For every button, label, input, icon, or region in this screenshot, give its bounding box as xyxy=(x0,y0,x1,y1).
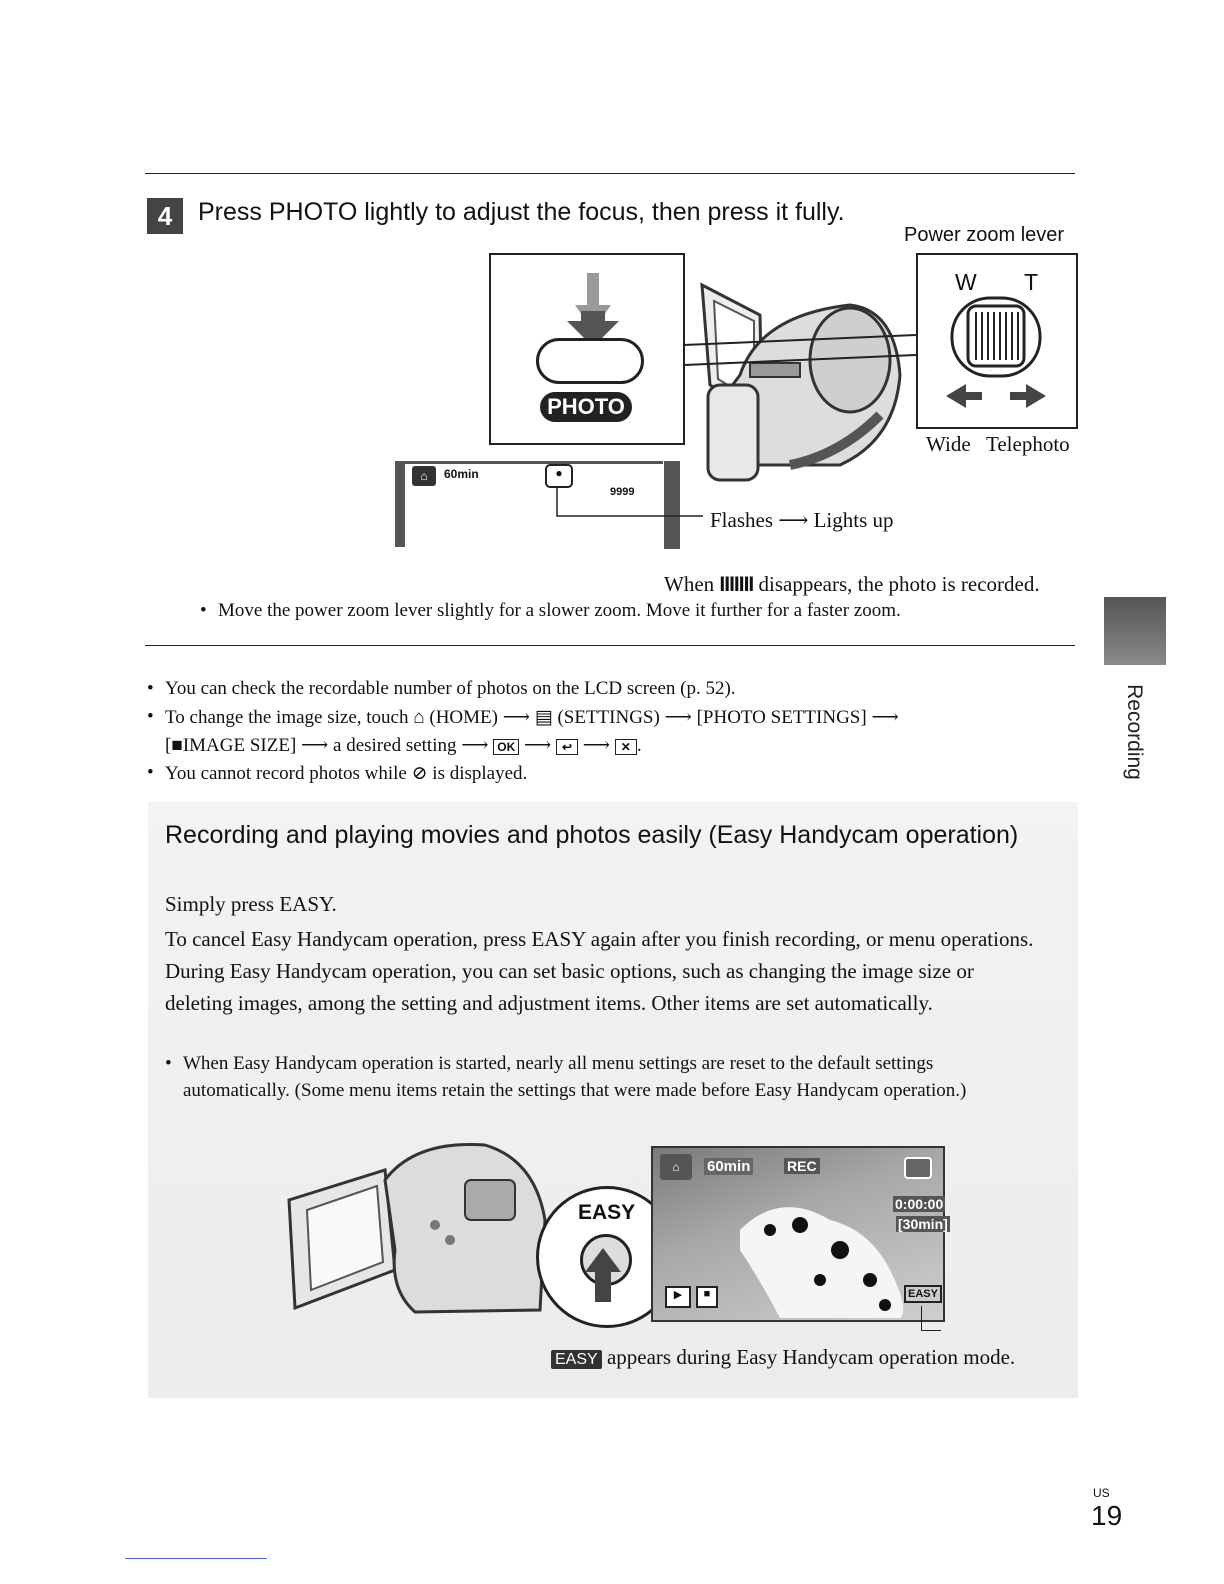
dalmatian-image xyxy=(720,1190,920,1318)
lcd-photo-icon[interactable]: ■ xyxy=(696,1286,718,1308)
arrow-icon: ⟶ xyxy=(664,707,692,728)
region-label: US xyxy=(1093,1486,1110,1500)
lcd-remaining: [30min] xyxy=(898,1216,948,1232)
lcd-time: 0:00:00 xyxy=(895,1196,944,1212)
wide-label: Wide xyxy=(926,432,971,456)
note-check-photos: • You can check the recordable number of photos on the LCD screen (p. 52). xyxy=(165,678,736,700)
focus-lock-icon: ● xyxy=(545,464,573,488)
page-number: 19 xyxy=(1091,1500,1123,1531)
home-icon: ⌂ xyxy=(412,466,436,486)
screen-count: 9999 xyxy=(610,486,635,498)
note2-text-a: To change the image size, touch xyxy=(165,707,409,728)
arrow-icon: ⟶ xyxy=(523,735,552,756)
lights-up-label: Lights up xyxy=(813,508,894,532)
disappears-text: disappears, the photo is recorded. xyxy=(758,572,1040,596)
note2-photo-settings: [PHOTO SETTINGS] xyxy=(696,707,867,728)
photo-badge: PHOTO xyxy=(540,392,632,422)
note3-text-b: is displayed. xyxy=(432,763,528,784)
return-icon: ↩ xyxy=(556,739,578,755)
image-size-icon: ■ xyxy=(171,735,183,756)
step-number: 4 xyxy=(147,198,183,234)
screen-frame-top xyxy=(395,461,663,464)
note2-home: (HOME) xyxy=(429,707,498,728)
zoom-lever-label: Power zoom lever xyxy=(904,224,1065,246)
lcd-home-icon[interactable]: ⌂ xyxy=(660,1154,692,1180)
zoom-lever-icon xyxy=(946,296,1046,416)
note2-settings: (SETTINGS) xyxy=(557,707,660,728)
no-photo-icon: ⊘ xyxy=(411,763,428,784)
telephoto-label: Telephoto xyxy=(986,432,1070,456)
flashes-label: Flashes xyxy=(710,508,773,532)
step-title: Press PHOTO lightly to adjust the focus, then press it fully. xyxy=(198,198,845,226)
camcorder-illustration xyxy=(680,265,920,495)
note2-image-size: IMAGE SIZE] xyxy=(182,735,297,756)
recorded-note xyxy=(664,572,1040,597)
lcd-battery: 60min xyxy=(704,1158,753,1175)
lcd-playback-icon[interactable]: ▶ xyxy=(665,1286,691,1308)
screen-frame-left xyxy=(395,461,405,547)
arrow-icon: ⟶ xyxy=(502,707,530,728)
arrow-icon: ⟶ xyxy=(301,735,329,756)
middle-rule xyxy=(145,645,1075,646)
arrow-icon: ⟶ xyxy=(582,735,611,756)
note3-text-a: You cannot record photos while xyxy=(165,763,407,784)
when-text: When xyxy=(664,572,715,596)
photo-button-shape xyxy=(536,338,644,384)
easy-p2: To cancel Easy Handycam operation, press EASY again after you finish recording, or menu operations. During Easy Handycam operation, you can set basic options, such as changing the image size or deleting images, among the setting and adjustment items. Other items are set automatically. xyxy=(165,927,1034,1015)
note-cannot-record xyxy=(165,762,527,785)
arrow-icon: ⟶ xyxy=(778,508,809,532)
lever-w-label: W xyxy=(955,269,977,295)
lever-t-label: T xyxy=(1024,269,1039,295)
easy-button-label: EASY xyxy=(578,1201,636,1224)
easy-caption xyxy=(551,1345,1015,1370)
easy-pointer-line xyxy=(921,1306,922,1330)
arrow-icon: ⟶ xyxy=(871,707,899,728)
easy-p1: Simply press EASY. xyxy=(165,892,337,916)
easy-heading: Recording and playing movies and photos easily (Easy Handycam operation) xyxy=(165,821,1019,849)
easy-bullet-text: When Easy Handycam operation is started, nearly all menu settings are reset to the default settings automatically. (Some menu items retain the settings that were made before Easy Handycam operation.) xyxy=(183,1053,967,1101)
ok-icon: OK xyxy=(493,739,519,755)
easy-caption-text: appears during Easy Handycam operation mode. xyxy=(606,1345,1016,1369)
lcd-easy-badge: EASY xyxy=(904,1285,942,1303)
screen-battery: 60min xyxy=(444,467,479,481)
easy-caption-badge: EASY xyxy=(551,1350,602,1369)
sidebar-label: Recording xyxy=(1123,684,1146,780)
note-image-size-line2: [■IMAGE SIZE] ⟶ a desired setting ⟶ OK ⟶ ↩ ⟶ ✕ . xyxy=(165,735,642,756)
lcd-media-icon xyxy=(904,1157,932,1179)
easy-pointer-tick xyxy=(921,1330,941,1331)
settings-icon: ▤ xyxy=(534,707,553,728)
bullet-dot: • xyxy=(165,1053,172,1074)
flash-pointer-line xyxy=(555,486,705,520)
note2-desired: a desired setting xyxy=(333,735,457,756)
zoom-note: • Move the power zoom lever slightly for a slower zoom. Move it further for a faster zoom. xyxy=(218,600,901,622)
close-icon: ✕ xyxy=(615,739,637,755)
flashes-text xyxy=(710,508,894,533)
arrow-icon: ⟶ xyxy=(461,735,489,756)
lcd-rec: REC xyxy=(784,1158,820,1174)
easy-bullet xyxy=(165,1050,1043,1104)
sidebar-tab xyxy=(1104,597,1166,665)
focus-bars-icon: IIIIIII xyxy=(719,573,754,596)
top-rule xyxy=(145,173,1075,174)
bottom-link-rule xyxy=(125,1558,267,1559)
note-image-size xyxy=(165,706,899,729)
press-arrow-icon xyxy=(585,1248,621,1302)
home-icon: ⌂ xyxy=(413,707,425,728)
bracket-open: [ xyxy=(165,735,172,756)
